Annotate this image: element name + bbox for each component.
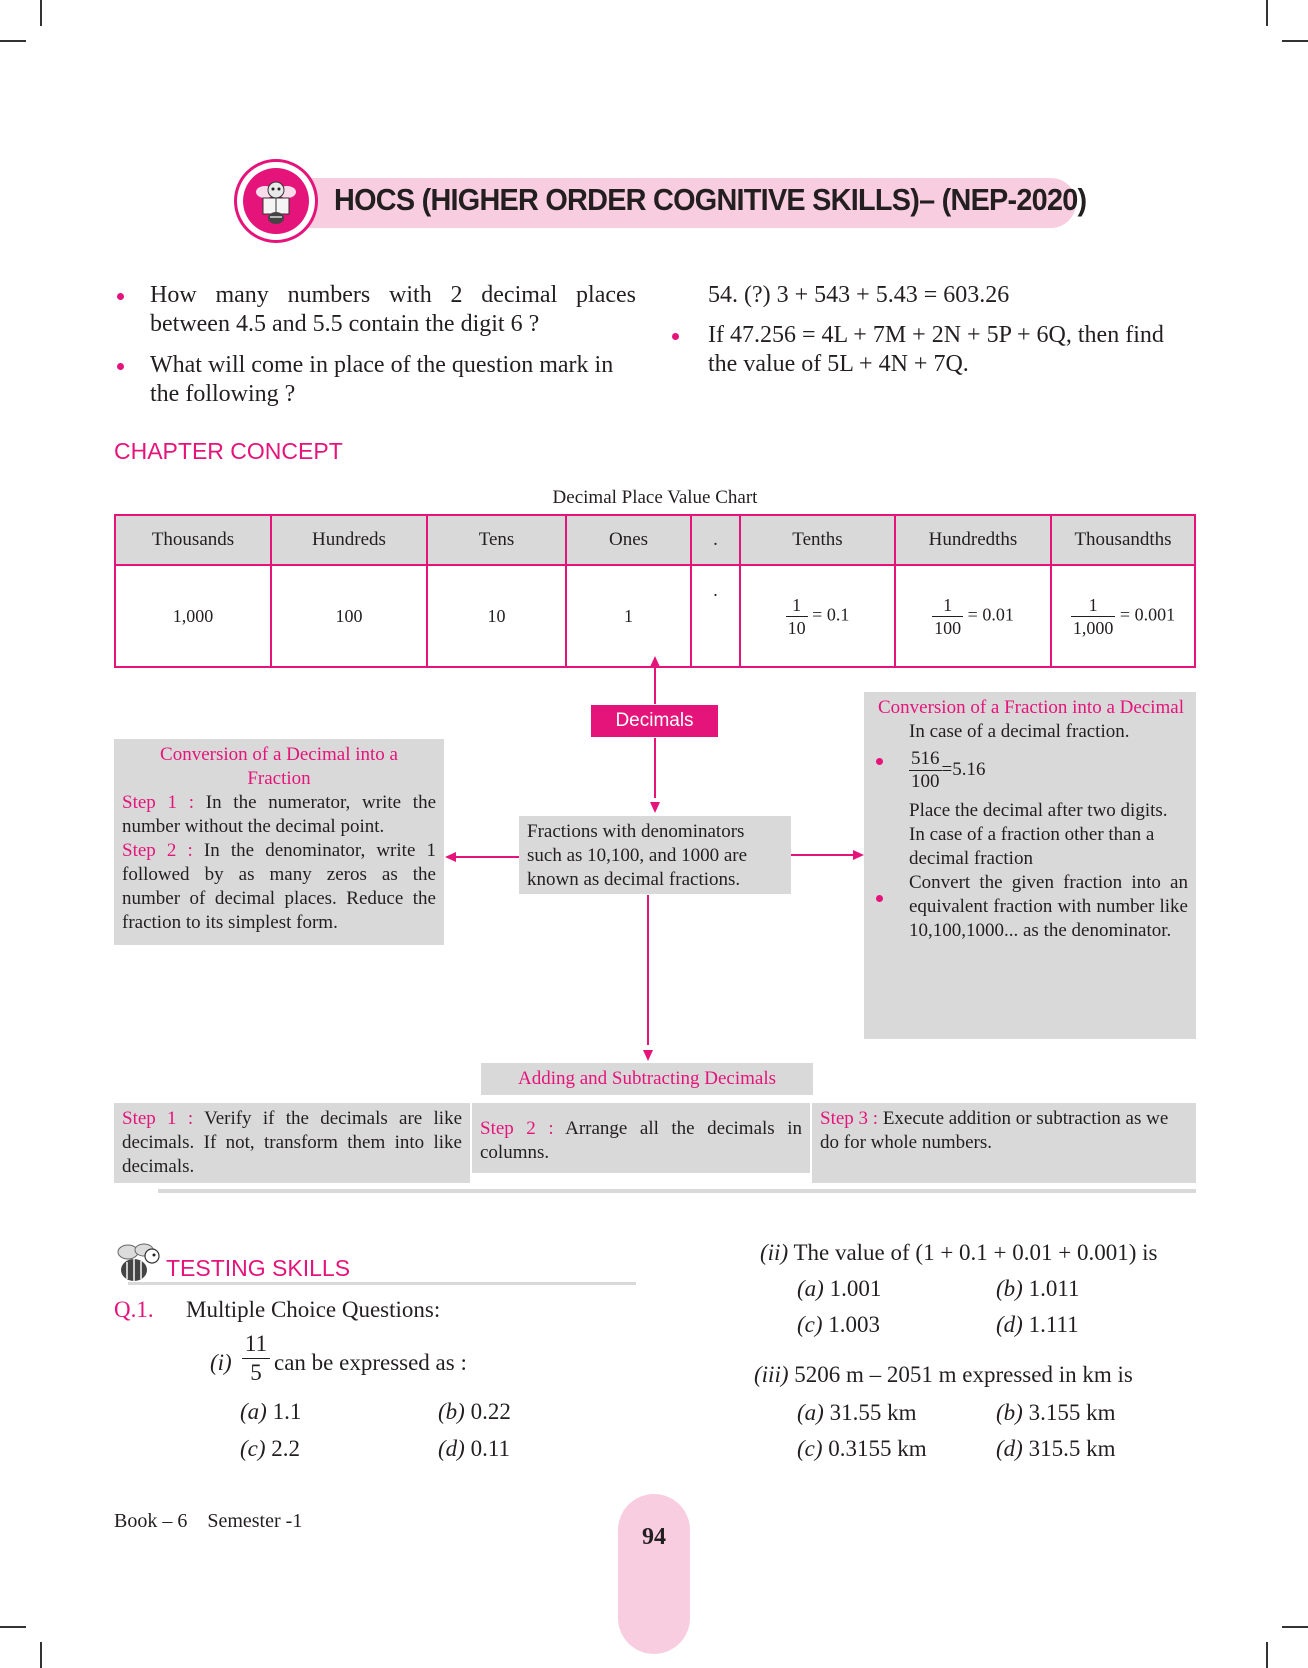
place-decimal-text: Place the decimal after two digits. xyxy=(909,800,1168,821)
option-d[interactable]: (d) 1.111 xyxy=(996,1312,1079,1337)
add-step-2: Step 2 : Arrange all the decimals in columns. xyxy=(472,1103,810,1173)
question-text: Multiple Choice Questions: xyxy=(186,1297,441,1322)
connector-line xyxy=(791,854,853,856)
step-label: Step 1 : xyxy=(122,792,195,813)
add-step-1: Step 1 : Verify if the decimals are like decimals. If not, transform them into like decimals. xyxy=(114,1103,470,1183)
chart-title: Decimal Place Value Chart xyxy=(552,487,758,508)
value-hundreds: 100 xyxy=(271,565,427,667)
testing-underline xyxy=(128,1282,636,1285)
bullet-icon xyxy=(876,758,883,765)
example-fraction: $\frac{516}{100}$ =5.16 xyxy=(911,748,986,792)
connector-line xyxy=(654,738,656,798)
value-thousandths: $\frac{1}{1,000}$ = 0.001 xyxy=(1051,565,1195,667)
header-thousands: Thousands xyxy=(115,515,271,565)
header-ones: Ones xyxy=(566,515,691,565)
page-title: HOCS (HIGHER ORDER COGNITIVE SKILLS)– (NEP-2020) xyxy=(334,182,1087,217)
option-c[interactable]: (c) 2.2 xyxy=(240,1436,301,1461)
adding-subtracting-title: Adding and Subtracting Decimals xyxy=(481,1063,813,1095)
crop-mark xyxy=(1266,0,1268,26)
step-text: In the numerator, write the number without the decimal point. xyxy=(122,792,437,837)
divider xyxy=(158,1189,1196,1193)
step-text: In the denominator, write 1 followed by as many zeros as the number of decimal places. Reduce the fraction to its simplest form. xyxy=(122,840,436,933)
connector-line xyxy=(455,856,519,858)
crop-mark xyxy=(1282,40,1308,42)
header-point: . xyxy=(691,515,740,565)
add-step-3: Step 3 : Execute addition or subtraction as we do for whole numbers. xyxy=(812,1103,1196,1183)
chapter-concept-title: CHAPTER CONCEPT xyxy=(114,438,343,464)
convert-text: Convert the given fraction into an equivalent fraction with number like 10,100,1000... as the denominator. xyxy=(909,872,1188,941)
place-value-chart xyxy=(114,514,1196,668)
page-number: 94 xyxy=(642,1524,666,1550)
option-d[interactable]: (d) 0.11 xyxy=(438,1436,510,1461)
decimals-label: Decimals xyxy=(591,705,718,737)
value-point: . xyxy=(691,565,740,667)
decimal-to-fraction-box xyxy=(114,739,444,945)
option-a[interactable]: (a) 1.001 xyxy=(797,1276,882,1301)
value-hundredths: $\frac{1}{100}$ = 0.01 xyxy=(895,565,1051,667)
bee-reading-icon xyxy=(243,168,309,234)
arrow-right-icon xyxy=(853,850,864,860)
arrow-down-icon xyxy=(643,1050,653,1061)
bullet-icon xyxy=(876,895,883,902)
option-b[interactable]: (b) 0.22 xyxy=(438,1399,511,1424)
value-thousands: 1,000 xyxy=(115,565,271,667)
fraction-to-decimal-box xyxy=(864,692,1196,1039)
value-tenths: $\frac{1}{10}$ = 0.1 xyxy=(740,565,895,667)
option-b[interactable]: (b) 1.011 xyxy=(996,1276,1080,1301)
page-number-tab xyxy=(618,1494,690,1654)
header-hundredths: Hundredths xyxy=(895,515,1051,565)
hocs-question-2-continued: 54. (?) 3 + 543 + 5.43 = 603.26 xyxy=(708,282,1010,308)
option-b[interactable]: (b) 3.155 km xyxy=(996,1400,1116,1425)
bullet-icon xyxy=(117,293,124,300)
sub-question-ii: (ii) The value of (1 + 0.1 + 0.01 + 0.001) is xyxy=(760,1240,1158,1265)
decimal-to-fraction-title: Conversion of a Decimal into a Fraction xyxy=(160,744,398,789)
crop-mark xyxy=(1266,1642,1268,1668)
step-label: Step 2 : xyxy=(122,840,193,861)
option-c[interactable]: (c) 0.3155 km xyxy=(797,1436,927,1461)
hocs-question-2: What will come in place of the question mark in the following ? xyxy=(150,352,614,407)
case-decimal-fraction: In case of a decimal fraction. xyxy=(909,721,1130,742)
footer-book: Book – 6 Semester -1 xyxy=(114,1510,303,1532)
bullet-icon xyxy=(672,333,679,340)
arrow-left-icon xyxy=(445,852,456,862)
connector-line xyxy=(647,895,649,1045)
sub-question-number: (i) xyxy=(210,1350,232,1375)
fraction-to-decimal-title: Conversion of a Fraction into a Decimal xyxy=(877,697,1185,718)
decimal-fractions-box: Fractions with denominators such as 10,100, and 1000 are known as decimal fractions. xyxy=(519,816,791,894)
bullet-icon xyxy=(117,363,124,370)
sub-question-iii: (iii) 5206 m – 2051 m expressed in km is xyxy=(754,1362,1133,1387)
option-c[interactable]: (c) 1.003 xyxy=(797,1312,881,1337)
option-d[interactable]: (d) 315.5 km xyxy=(996,1436,1116,1461)
hocs-question-1: How many numbers with 2 decimal places between 4.5 and 5.5 contain the digit 6 ? xyxy=(150,282,636,337)
value-ones: 1 xyxy=(566,565,691,667)
question-label: Q.1. xyxy=(114,1297,154,1322)
header-tens: Tens xyxy=(427,515,566,565)
option-a[interactable]: (a) 31.55 km xyxy=(797,1400,917,1425)
case-other-fraction: In case of a fraction other than a decimal fraction xyxy=(909,824,1155,869)
crop-mark xyxy=(40,0,42,26)
header-thousandths: Thousandths xyxy=(1051,515,1195,565)
arrow-up-icon xyxy=(650,656,660,667)
connector-line xyxy=(654,664,656,704)
crop-mark xyxy=(40,1642,42,1668)
fraction-11-5: $\frac{11}{5}$ xyxy=(242,1330,270,1387)
option-a[interactable]: (a) 1.1 xyxy=(240,1399,302,1424)
crop-mark xyxy=(0,1626,26,1628)
testing-skills-title: TESTING SKILLS xyxy=(166,1255,351,1281)
value-tens: 10 xyxy=(427,565,566,667)
crop-mark xyxy=(1282,1626,1308,1628)
crop-mark xyxy=(0,40,26,42)
arrow-down-icon xyxy=(650,802,660,813)
sub-question-text: can be expressed as : xyxy=(274,1350,467,1375)
hocs-question-3: If 47.256 = 4L + 7M + 2N + 5P + 6Q, then find the value of 5L + 4N + 7Q. xyxy=(708,322,1164,377)
header-tenths: Tenths xyxy=(740,515,895,565)
header-hundreds: Hundreds xyxy=(271,515,427,565)
